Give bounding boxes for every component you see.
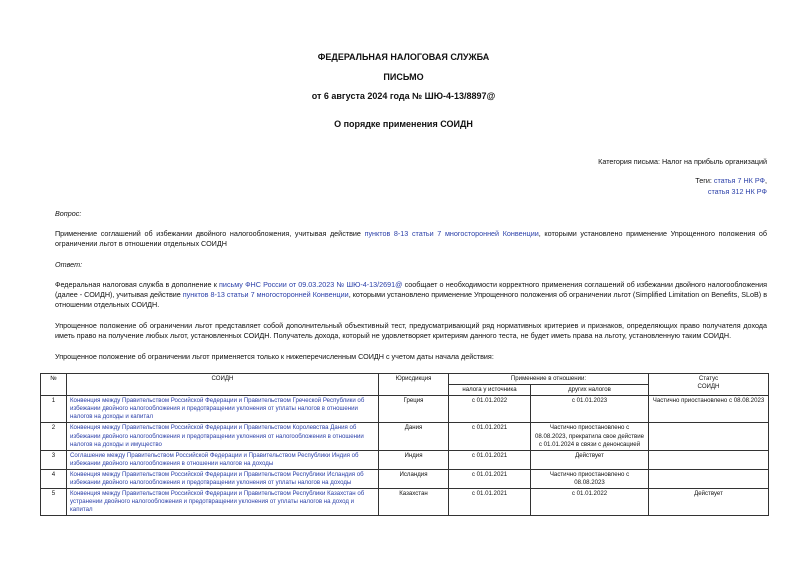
col-soidn-header: СОИДН <box>67 374 379 396</box>
row-other-taxes: Частично приостановлено с 08.08.2023, прекратила свое действие с 01.01.2024 в связи с денонсацией <box>531 423 649 450</box>
soidn-table <box>40 373 769 516</box>
table-row <box>41 450 769 469</box>
question-text <box>55 229 767 249</box>
table-row <box>41 489 769 516</box>
row-status: Действует <box>649 489 769 516</box>
row-jurisdiction: Казахстан <box>379 489 449 516</box>
answer-text-part: , которыми установлено применение Упрощенного положения об ограничении льгот (Simplified Limitation on Benefits, SLoB) в отношении отдельных СОИДН. <box>55 290 768 309</box>
row-status <box>649 469 769 488</box>
question-label: Вопрос: <box>55 209 82 218</box>
row-withholding: с 01.01.2021 <box>449 450 531 469</box>
table-header-row <box>41 374 769 385</box>
row-other-taxes: с 01.01.2022 <box>531 489 649 516</box>
tags-label: Теги: <box>695 176 714 185</box>
row-withholding: с 01.01.2022 <box>449 396 531 423</box>
row-num: 3 <box>41 450 67 469</box>
tag-separator: , <box>765 176 767 185</box>
letter-category: Категория письма: Налог на прибыль организаций <box>598 157 767 166</box>
tags-line-2 <box>708 187 767 196</box>
row-other-taxes: Действует <box>531 450 649 469</box>
agency-title: ФЕДЕРАЛЬНАЯ НАЛОГОВАЯ СЛУЖБА <box>317 52 490 62</box>
row-num: 1 <box>41 396 67 423</box>
row-status <box>649 450 769 469</box>
question-link-convention[interactable]: пунктов 8-13 статьи 7 многосторонней Конвенции <box>364 229 539 238</box>
table-row <box>41 423 769 450</box>
col-application-header: Применение в отношении: <box>449 374 649 385</box>
tags-line-1 <box>695 176 767 185</box>
answer-link-convention[interactable]: пунктов 8-13 статьи 7 многосторонней Конвенции <box>182 290 349 299</box>
answer-label: Ответ: <box>55 260 83 269</box>
row-other-taxes: с 01.01.2023 <box>531 396 649 423</box>
row-withholding: с 01.01.2021 <box>449 423 531 450</box>
question-text-part: , которыми установлено применение Упрощенного положения об ограничении льгот в отношении отдельных СОИДН <box>55 229 767 248</box>
answer-paragraph-2: Упрощенное положение об ограничении льгот представляет собой дополнительный объективный тест, предусматривающий ряд нормативных критериев и признаков, определяющих право получателя дохода иметь право на получение любых льгот, установленных СОИДН. Получатель дохода, который не удовлетворяет критериям данного теста, не будет иметь права на льготу, установленную таким СОИДН. <box>55 321 767 340</box>
row-status <box>649 423 769 450</box>
row-jurisdiction: Индия <box>379 450 449 469</box>
row-soidn-link[interactable]: Соглашение между Правительством Российской Федерации и Правительством Республики Индия об избежании двойного налогообложения в отношении налогов на доходы <box>67 450 379 469</box>
row-jurisdiction: Исландия <box>379 469 449 488</box>
row-soidn-link[interactable]: Конвенция между Правительством Российской Федерации и Правительством Королевства Дания об избежании двойного налогообложения и предотвращении уклонения от налогообложения в отношении налогов на доходы и имущество <box>67 423 379 450</box>
row-jurisdiction: Дания <box>379 423 449 450</box>
col-status-header <box>649 374 769 396</box>
table-row <box>41 469 769 488</box>
row-soidn-link[interactable]: Конвенция между Правительством Российской Федерации и Правительством Республики Исландия об избежании двойного налогообложения и предотвращении уклонения от уплаты налогов на доходы <box>67 469 379 488</box>
row-withholding: с 01.01.2021 <box>449 489 531 516</box>
document-date-number: от 6 августа 2024 года № ШЮ-4-13/8897@ <box>311 91 496 101</box>
table-row <box>41 396 769 423</box>
answer-text-part: сообщает о необходимости корректного применения соглашений об избежании двойного налогообложения (далее - СОИДН), учитывая действие <box>55 280 768 299</box>
row-withholding: с 01.01.2021 <box>449 469 531 488</box>
row-status: Частично приостановлено с 08.08.2023 <box>649 396 769 423</box>
col-other-taxes-header: других налогов <box>531 385 649 396</box>
document-type: ПИСЬМО <box>383 72 424 82</box>
row-soidn-link[interactable]: Конвенция между Правительством Российской Федерации и Правительством Республики Казахстан об устранении двойного налогообложения и предотвращении уклонения от уплаты налогов на доход и капитал <box>67 489 379 516</box>
row-num: 2 <box>41 423 67 450</box>
document-subject: О порядке применения СОИДН <box>334 119 473 129</box>
row-num: 4 <box>41 469 67 488</box>
row-num: 5 <box>41 489 67 516</box>
row-jurisdiction: Греция <box>379 396 449 423</box>
status-header-line1: Статус <box>698 375 719 382</box>
tag-link-article-312[interactable]: статья 312 НК РФ <box>707 187 767 196</box>
answer-text-part: Федеральная налоговая служба в дополнение к <box>55 280 220 289</box>
answer-paragraph-1 <box>55 280 767 310</box>
answer-paragraph-3: Упрощенное положение об ограничении льгот применяется только к нижеперечисленным СОИДН с учетом даты начала действия: <box>55 352 494 361</box>
row-other-taxes: Частично приостановлено с 08.08.2023 <box>531 469 649 488</box>
tag-link-article-7[interactable]: статья 7 НК РФ <box>713 176 765 185</box>
col-num-header: № <box>41 374 67 396</box>
col-withholding-header: налога у источника <box>449 385 531 396</box>
question-text-part: Применение соглашений об избежании двойного налогообложения, учитывая действие <box>55 229 365 238</box>
row-soidn-link[interactable]: Конвенция между Правительством Российской Федерации и Правительством Греческой Республики об избежании двойного налогообложения и предотвращении уклонения от уплаты налогов в отношении налогов на доходы и капитал <box>67 396 379 423</box>
status-header-line2: СОИДН <box>697 383 720 391</box>
answer-link-fns-letter[interactable]: письму ФНС России от 09.03.2023 № ШЮ-4-13/2691@ <box>219 280 403 289</box>
col-jurisdiction-header: Юрисдикция <box>379 374 449 396</box>
